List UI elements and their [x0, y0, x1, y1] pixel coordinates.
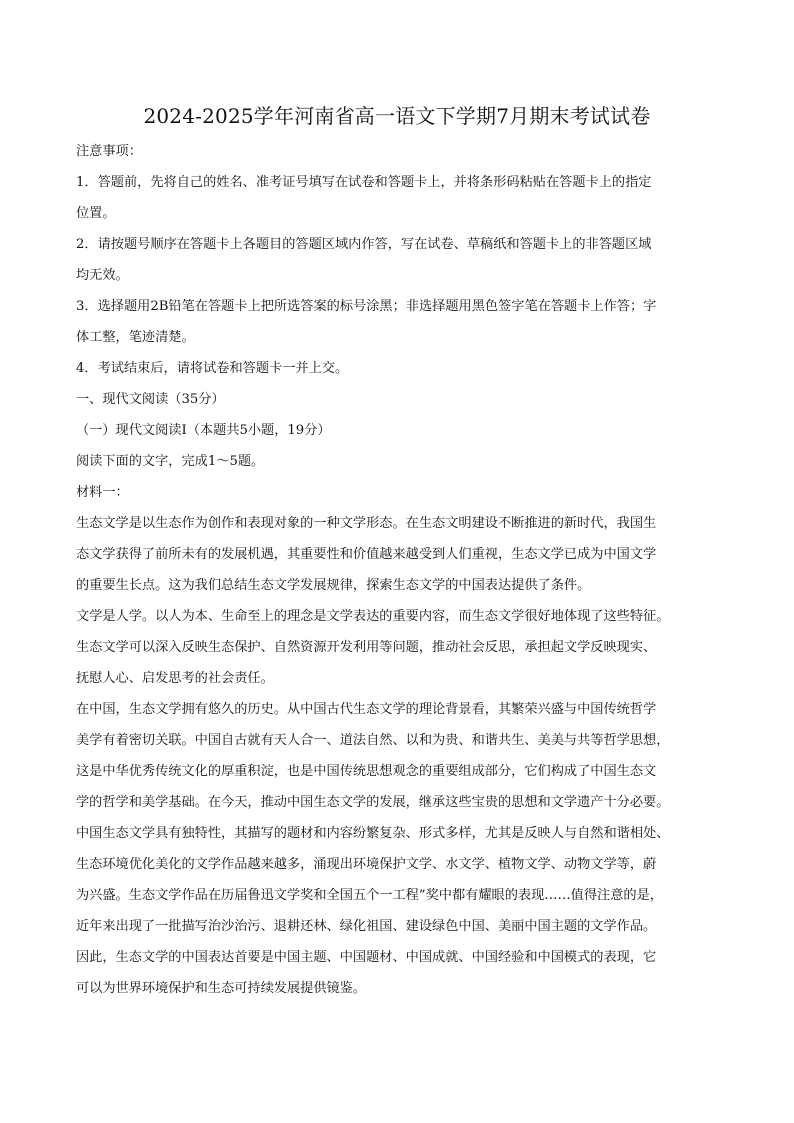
section-heading: 一、现代文阅读（35分）: [76, 392, 225, 407]
body-line: 注意事项：: [76, 144, 142, 159]
paragraph-line: 在中国，生态文学拥有悠久的历史。从中国古代生态文学的理论背景看，其繁荣兴盛与中国传统哲学: [76, 702, 657, 717]
paragraph-line: 因此，生态文学的中国表达首要是中国主题、中国题材、中国成就、中国经验和中国模式的表现，它: [76, 950, 657, 965]
body-line: 位置。: [76, 206, 116, 221]
paragraph-line: 生态环境优化美化的文学作品越来越多，涌现出环境保护文学、水文学、植物文学、动物文学等，蔚: [76, 857, 657, 872]
paragraph-line: 学的哲学和美学基础。在今天，推动中国生态文学的发展，继承这些宝贵的思想和文学遗产十分必要。: [76, 795, 670, 810]
body-line: 1．答题前，先将自己的姓名、准考证号填写在试卷和答题卡上，并将条形码粘贴在答题卡上的指定: [76, 175, 652, 190]
paragraph-line: 近年来出现了一批描写治沙治污、退耕还林、绿化祖国、建设绿色中国、美丽中国主题的文学作品。: [76, 919, 657, 934]
material-label: 材料一：: [76, 485, 129, 500]
subsection-heading: （一）现代文阅读I（本题共5小题，19分）: [76, 423, 331, 438]
body-line: 2．请按题号顺序在答题卡上各题目的答题区域内作答，写在试卷、草稿纸和答题卡上的非答题区域: [76, 237, 652, 252]
paragraph-line: 生态文学是以生态作为创作和表现对象的一种文学形态。在生态文明建设不断推进的新时代，我国生: [76, 516, 657, 531]
body-line: 均无效。: [76, 268, 129, 283]
document-body: [76, 136, 730, 1004]
paragraph-line: 这是中华优秀传统文化的厚重积淀，也是中国传统思想观念的重要组成部分，它们构成了中国生态文: [76, 764, 657, 779]
paragraph-line: 抚慰人心、启发思考的社会责任。: [76, 671, 274, 686]
paragraph-line: 的重要生长点。这为我们总结生态文学发展规律，探索生态文学的中国表达提供了条件。: [76, 578, 591, 593]
instruction-line: 阅读下面的文字，完成1～5题。: [76, 454, 265, 469]
body-line: 体工整，笔迹清楚。: [76, 330, 195, 345]
document-title: 2024-2025学年河南省高一语文下学期7月期末考试试卷: [143, 104, 651, 128]
body-line: 3．选择题用2B铅笔在答题卡上把所选答案的标号涂黑；非选择题用黑色签字笔在答题卡上作答；字: [76, 299, 657, 314]
paragraph-line: 可以为世界环境保护和生态可持续发展提供镜鉴。: [76, 981, 367, 996]
paragraph-line: 生态文学可以深入反映生态保护、自然资源开发利用等问题，推动社会反思，承担起文学反映现实、: [76, 640, 657, 655]
paragraph-line: 中国生态文学具有独特性，其描写的题材和内容纷繁复杂、形式多样，尤其是反映人与自然和谐相处、: [76, 826, 670, 841]
paragraph-line: 态文学获得了前所未有的发展机遇，其重要性和价值越来越受到人们重视，生态文学已成为中国文学: [76, 547, 657, 562]
body-line: 4．考试结束后，请将试卷和答题卡一并上交。: [76, 361, 349, 376]
paragraph-line: 文学是人学。以人为本、生命至上的理念是文学表达的重要内容，而生态文学很好地体现了这些特征。: [76, 609, 670, 624]
paragraph-line: 为兴盛。生态文学作品在历届鲁迅文学奖和全国五个一工程”奖中都有耀眼的表现……值得注意的是，: [76, 888, 663, 903]
paragraph-line: 美学有着密切关联。中国自古就有天人合一、道法自然、以和为贵、和谐共生、美美与共等哲学思想，: [76, 733, 670, 748]
